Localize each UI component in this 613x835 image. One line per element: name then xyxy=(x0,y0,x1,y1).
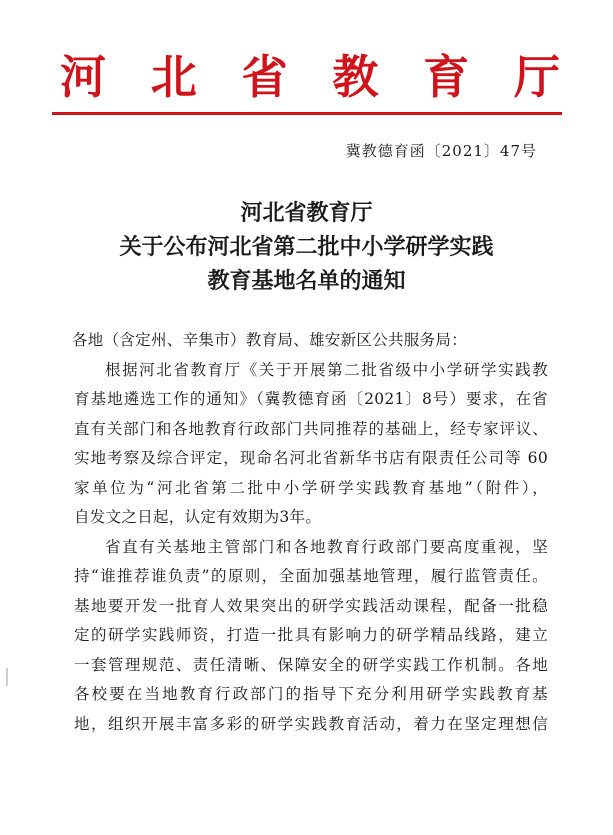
paragraph-line: 地，组织开展丰富多彩的研学实践教育活动，着力在坚定理想信 xyxy=(74,714,548,733)
document-number: 冀教德育函〔2021〕47号 xyxy=(345,142,537,160)
letterhead-char: 省 xyxy=(241,50,288,104)
letterhead xyxy=(60,48,560,106)
title-line: 教育基地名单的通知 xyxy=(207,268,406,294)
paragraph-line: 定的研学实践师资，打造一批具有影响力的研学精品线路，建立 xyxy=(74,626,548,644)
paragraph-line: 一套管理规范、责任清晰、保障安全的研学实践工作机制。各地 xyxy=(74,655,548,674)
letterhead-char: 厅 xyxy=(513,50,560,104)
letterhead-char: 北 xyxy=(150,50,197,104)
paragraph-line: 实地考察及综合评定，现命名河北省新华书店有限责任公司等 60 xyxy=(74,449,548,467)
paragraph-line: 自发文之日起，认定有效期为3年。 xyxy=(74,508,322,526)
paragraph-line: 基地要开发一批育人效果突出的研学实践活动课程，配备一批稳 xyxy=(74,596,548,615)
paragraph-line: 持“谁推荐谁负责”的原则，全面加强基地管理，履行监管责任。 xyxy=(74,567,548,585)
paragraph-line: 各校要在当地教育行政部门的指导下充分利用研学实践教育基 xyxy=(74,685,548,703)
letterhead-char: 育 xyxy=(423,50,470,104)
document-body xyxy=(74,326,548,739)
paragraph-line: 根据河北省教育厅《关于开展第二批省级中小学研学实践教 xyxy=(105,360,548,379)
paragraph-line: 直有关部门和各地教育行政部门共同推荐的基础上，经专家评议、 xyxy=(74,419,548,438)
paragraph-line: 省直有关基地主管部门和各地教育行政部门要高度重视，坚 xyxy=(105,537,548,556)
title-line: 河北省教育厅 xyxy=(240,200,373,226)
scan-margin-mark xyxy=(6,668,8,686)
document-title xyxy=(40,196,573,298)
letterhead-char: 河 xyxy=(60,50,106,104)
paragraph-2 xyxy=(74,533,548,740)
paragraph-1 xyxy=(74,356,548,533)
title-line: 关于公布河北省第二批中小学研学实践 xyxy=(119,234,494,260)
letterhead-char: 教 xyxy=(332,50,379,104)
paragraph-line: 育基地遴选工作的通知》（冀教德育函〔2021〕8号）要求，在省 xyxy=(74,390,548,408)
salutation: 各地（含定州、辛集市）教育局、雄安新区公共服务局： xyxy=(72,331,468,349)
paragraph-line: 家单位为“河北省第二批中小学研学实践教育基地”（附件）， xyxy=(74,478,548,497)
letterhead-divider xyxy=(52,112,562,115)
